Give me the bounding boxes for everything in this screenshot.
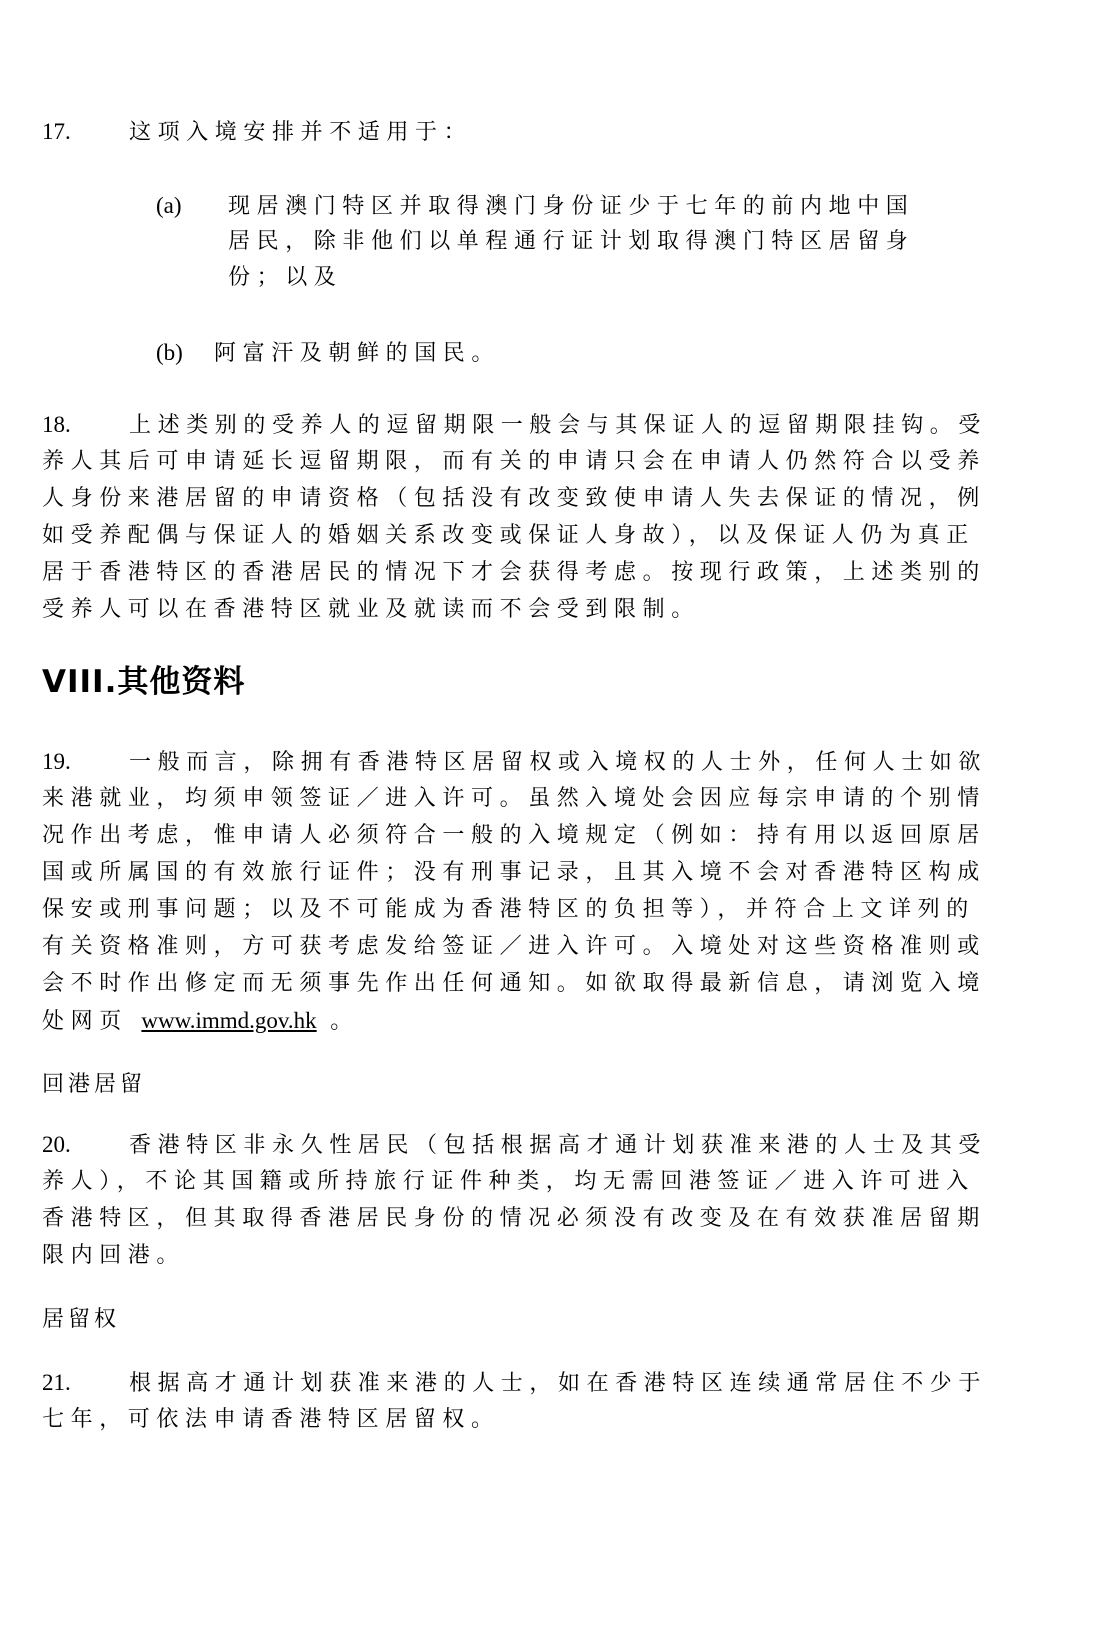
immd-website-link[interactable]: www.immd.gov.hk (141, 1008, 317, 1033)
paragraph-20 (42, 1126, 1072, 1165)
item-label: (a) (156, 193, 182, 218)
subheading-right-of-abode: 居留权 (42, 1307, 121, 1332)
paragraph-line: 如受养配偶与保证人的婚姻关系改变或保证人身故），以及保证人仍为真正 (42, 523, 975, 548)
paragraph-17 (42, 113, 1072, 152)
paragraph-text: 香港特区非永久性居民（包括根据高才通计划获准来港的人士及其受 (129, 1133, 988, 1158)
item-a (156, 187, 1112, 226)
item-a-line: 份；以及 (228, 265, 343, 290)
paragraph-line: 香港特区，但其取得香港居民身份的情况必须没有改变及在有效获准居留期 (42, 1206, 986, 1231)
paragraph-text: 这项入境安排并不适用于： (129, 120, 473, 145)
item-label: (b) (156, 340, 183, 365)
section-title: VIII.其他资料 (42, 664, 246, 700)
paragraph-line: 国或所属国的有效旅行证件；没有刑事记录，且其入境不会对香港特区构成 (42, 860, 986, 885)
paragraph-number: 20. (42, 1132, 71, 1157)
paragraph-18 (42, 406, 1072, 445)
paragraph-text: 处网页 (42, 1009, 128, 1034)
item-a-line: 居民，除非他们以单程通行证计划取得澳门特区居留身 (228, 229, 915, 254)
paragraph-line: 人身份来港居留的申请资格（包括没有改变致使申请人失去保证的情况，例 (42, 486, 986, 511)
paragraph-line: 有关资格准则，方可获考虑发给签证／进入许可。入境处对这些资格准则或 (42, 934, 986, 959)
paragraph-line-last (42, 1002, 1072, 1041)
paragraph-text: 上述类别的受养人的逗留期限一般会与其保证人的逗留期限挂钩。受 (129, 413, 988, 438)
item-b (156, 334, 1112, 373)
paragraph-text: 一般而言，除拥有香港特区居留权或入境权的人士外，任何人士如欲 (129, 750, 988, 775)
paragraph-number: 17. (42, 119, 71, 144)
item-text: 现居澳门特区并取得澳门身份证少于七年的前内地中国 (228, 194, 915, 219)
paragraph-line: 居于香港特区的香港居民的情况下才会获得考虑。按现行政策，上述类别的 (42, 560, 986, 585)
paragraph-line: 限内回港。 (42, 1243, 186, 1268)
paragraph-line: 况作出考虑，惟申请人必须符合一般的入境规定（例如：持有用以返回原居 (42, 823, 986, 848)
paragraph-line: 养人），不论其国籍或所持旅行证件种类，均无需回港签证／进入许可进入 (42, 1169, 975, 1194)
item-text: 阿富汗及朝鲜的国民。 (214, 341, 501, 366)
paragraph-number: 18. (42, 412, 71, 437)
paragraph-line: 受养人可以在香港特区就业及就读而不会受到限制。 (42, 597, 700, 622)
paragraph-text: 。 (330, 1009, 359, 1034)
paragraph-line: 七年，可依法申请香港特区居留权。 (42, 1407, 500, 1432)
paragraph-text: 根据高才通计划获准来港的人士，如在香港特区连续通常居住不少于 (129, 1371, 988, 1396)
paragraph-line: 会不时作出修定而无须事先作出任何通知。如欲取得最新信息，请浏览入境 (42, 971, 986, 996)
subheading-return: 回港居留 (42, 1072, 147, 1097)
paragraph-line: 保安或刑事问题；以及不可能成为香港特区的负担等），并符合上文详列的 (42, 897, 975, 922)
paragraph-19 (42, 743, 1072, 782)
paragraph-21 (42, 1364, 1072, 1403)
paragraph-number: 19. (42, 749, 71, 774)
paragraph-line: 来港就业，均须申领签证／进入许可。虽然入境处会因应每宗申请的个别情 (42, 786, 986, 811)
paragraph-line: 养人其后可申请延长逗留期限，而有关的申请只会在申请人仍然符合以受养 (42, 449, 986, 474)
paragraph-number: 21. (42, 1370, 71, 1395)
